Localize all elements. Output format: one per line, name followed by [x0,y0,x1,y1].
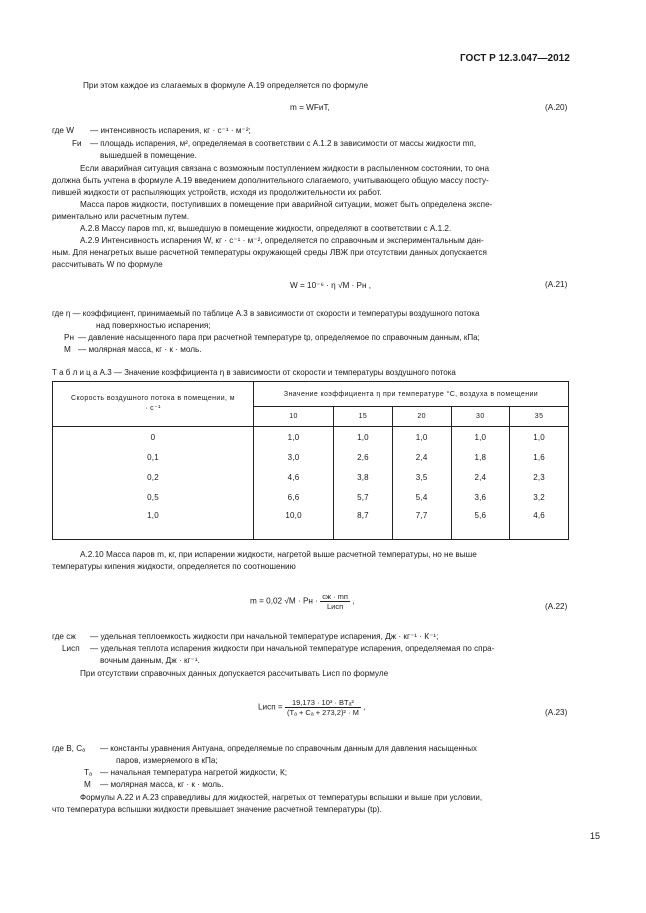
equation-a20: m = WFиT, [290,103,330,112]
table-cell: 1,0 [334,427,393,448]
where-label: Tₐ [84,768,93,777]
table-cell: 3,8 [334,467,393,487]
table-cell: 4,6 [254,467,334,487]
where-text: — удельная теплота испарения жидкости при начальной температуре испарения, определяемая по спра- [90,644,495,653]
table-cell: 6,6 [254,487,334,507]
table-header-temp: 10 [254,407,334,427]
equation-left: Lисп = [258,702,283,712]
where-text: — удельная теплоемкость жидкости при начальной температуре испарения, Дж · кг⁻¹ · К⁻¹; [90,632,439,641]
table-cell: 0 [53,427,254,448]
where-label: где W [52,126,74,135]
coefficient-table [52,381,569,540]
where-label: где cж [52,632,76,641]
table-row [53,467,569,487]
table-cell: 1,0 [254,427,334,448]
table-cell: 2,3 [510,467,569,487]
table-row [53,427,569,448]
table-cell: 2,4 [392,447,451,467]
table-cell: 1,6 [510,447,569,467]
equation-number: (А.22) [545,602,568,611]
equation-left: m = 0,02 √M · Pн · [250,596,318,606]
where-text: — площадь испарения, м², определяемая в соответствии с А.1.2 в зависимости от массы жидкости mп, [90,139,476,148]
table-cell: 1,0 [53,507,254,540]
table-cell: 1,8 [451,447,510,467]
equation-tail: , [352,596,355,606]
where-text: — молярная масса, кг · к · моль. [100,780,224,789]
table-header-temp: 20 [392,407,451,427]
where-label: Pн [64,333,74,342]
table-cell: 5,7 [334,487,393,507]
equation-a23 [258,698,365,717]
paragraph-line: температуры кипения жидкости, определяется по соотношению [52,562,296,571]
where-text: где η — коэффициент, принимаемый по таблице А.3 в зависимости от скорости и температуры воздушного потока [52,309,480,318]
equation-number: (А.21) [545,280,568,289]
table-header-temp: 30 [451,407,510,427]
paragraph-line: Масса паров жидкости, поступивших в помещение при аварийной ситуации, может быть определена экспе- [80,200,493,209]
table-cell: 3,5 [392,467,451,487]
table-cell: 1,0 [451,427,510,448]
fraction-numerator: cж · mп [322,592,348,601]
table-cell: 7,7 [392,507,451,540]
paragraph-line: А.2.8 Массу паров mп, кг, вышедшую в помещение жидкости, определяют в соответствии с А.1.2. [80,224,452,233]
document-header: ГОСТ Р 12.3.047—2012 [460,53,570,64]
where-text: паров, измеряемого в кПа; [116,756,218,765]
paragraph-line: Если аварийная ситуация связана с возможным поступлением жидкости в распыленном состоянии, то она [80,164,489,173]
where-text: — молярная масса, кг · к · моль. [78,345,202,354]
where-label: Fи [72,139,82,148]
table-cell: 10,0 [254,507,334,540]
where-label: M [84,780,91,789]
where-text: вышедшей в помещение. [100,151,197,160]
where-text: — давление насыщенного пара при расчетной температуре tр, определяемое по справочным данным, кПа; [78,333,480,342]
where-text: — начальная температура нагретой жидкости, К; [100,768,288,777]
table-cell: 8,7 [334,507,393,540]
fraction-denominator: (Tₐ + Cₐ + 273,2)² · M [287,708,359,717]
table-cell: 2,6 [334,447,393,467]
table-header-temp: 35 [510,407,569,427]
paragraph-line: риментально или расчетным путем. [52,212,189,221]
table-header-temp: 15 [334,407,393,427]
equation-a22 [250,592,355,611]
table-cell: 5,4 [392,487,451,507]
paragraph: При отсутствии справочных данных допускается рассчитывать Lисп по формуле [80,669,389,678]
table-cell: 3,0 [254,447,334,467]
table-caption: Т а б л и ц а А.3 — Значение коэффициента η в зависимости от скорости и температуры воздушного потока [52,368,456,377]
paragraph-line: А.2.9 Интенсивность испарения W, кг · с⁻¹ · м⁻², определяется по справочным и экспериментальным дан- [80,236,484,245]
table-cell: 0,2 [53,467,254,487]
fraction-numerator: 19,173 · 10³ · BTₐ² [285,698,361,708]
table-cell: 5,6 [451,507,510,540]
table-cell: 1,0 [392,427,451,448]
where-text: над поверхностью испарения; [96,321,211,330]
where-label: M [64,345,71,354]
table-cell: 2,4 [451,467,510,487]
paragraph: При этом каждое из слагаемых в формуле А.19 определяется по формуле [83,81,368,90]
table-cell: 4,6 [510,507,569,540]
table-row [53,447,569,467]
table-header-group: Значение коэффициента η при температуре °С, воздуха в помещении [254,382,569,407]
equation-fraction [320,592,350,611]
paragraph-line: А.2.10 Масса паров m, кг, при испарении жидкости, нагретой выше расчетной температуры, но не выше [80,550,477,559]
table-cell: 0,1 [53,447,254,467]
table-cell: 3,6 [451,487,510,507]
paragraph-line: должна быть учтена в формуле А.19 введением дополнительного слагаемого, учитывающего общую массу посту- [52,176,489,185]
where-text: — константы уравнения Антуана, определяемые по справочным данным для давления насыщенных [100,744,477,753]
table-cell: 3,2 [510,487,569,507]
table-cell: 1,0 [510,427,569,448]
equation-fraction [285,698,361,717]
equation-number: (А.20) [545,103,568,112]
page-number: 15 [590,831,601,841]
paragraph-line: ным. Для ненагретых выше расчетной температуры окружающей среды ЛВЖ при отсутствии данных допускается [52,248,487,257]
table-row [53,507,569,540]
paragraph-line: пившей жидкости от распыляющих устройств, исходя из продолжительности их работ. [52,188,382,197]
table-cell: 0,5 [53,487,254,507]
where-text: вочным данным, Дж · кг⁻¹. [100,656,200,665]
fraction-denominator: Lисп [327,602,344,611]
paragraph-line: рассчитывать W по формуле [52,260,163,269]
table-header-speed: Скорость воздушного потока в помещении, м · с⁻¹ [53,382,254,427]
paragraph-line: Формулы А.22 и А.23 справедливы для жидкостей, нагретых от температуры вспышки и выше при условии, [80,793,483,802]
where-text: — интенсивность испарения, кг · с⁻¹ · м⁻²; [90,126,251,135]
equation-tail: , [363,702,366,712]
paragraph-line: что температура вспышки жидкости превышает значение расчетной температуры (tр). [52,805,382,814]
equation-number: (А.23) [545,708,568,717]
table-row [53,487,569,507]
where-label: Lисп [62,644,80,653]
where-label: где B, Cₐ [52,744,86,753]
equation-a21: W = 10⁻⁶ · η √M · Pн , [290,281,372,290]
